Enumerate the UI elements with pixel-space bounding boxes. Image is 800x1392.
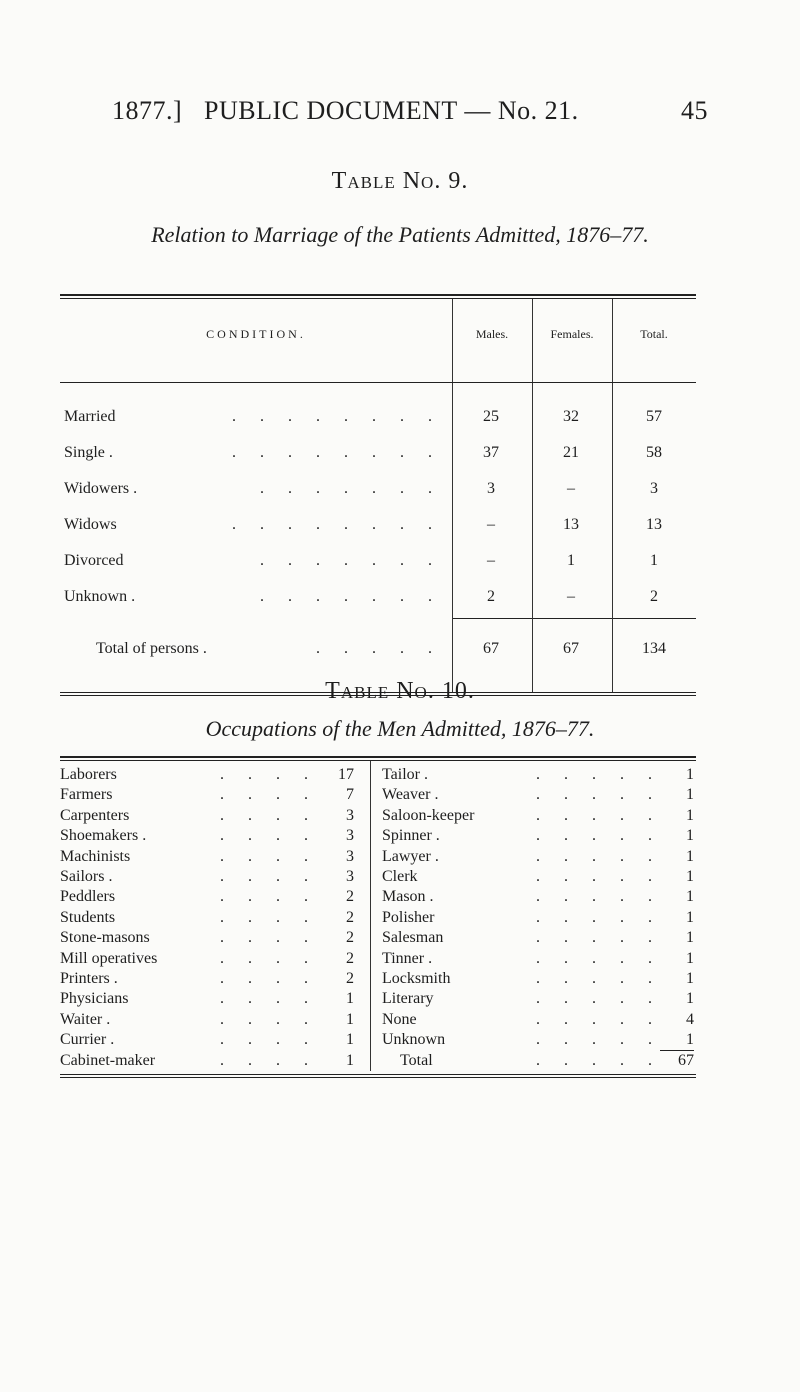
leader-dots: . . . . . (536, 888, 662, 906)
row-label: Unknown . (64, 588, 136, 605)
table-row (60, 866, 696, 887)
occupation-name: Mason . (382, 888, 434, 906)
males-cell: – (487, 516, 495, 533)
occupation-count: 1 (346, 990, 354, 1008)
occupation-count: 1 (686, 786, 694, 804)
occupation-count: 1 (686, 970, 694, 987)
page-number: 45 (681, 96, 708, 125)
occupation-name: Salesman (382, 929, 444, 947)
leader-dots: . . . . . (536, 1031, 662, 1049)
header-title: PUBLIC DOCUMENT — No. 21. (204, 96, 579, 125)
males-cell: 2 (487, 588, 495, 605)
occupation-name: Carpenters (60, 806, 130, 824)
occupation-count: 1 (686, 908, 694, 926)
occupation-name: Spinner . (382, 827, 440, 845)
table9-caption: Table No. 9. (331, 168, 469, 194)
occupation-count: 2 (346, 908, 354, 926)
males-total: 67 (483, 640, 499, 657)
males-cell: 37 (483, 444, 499, 461)
leader-dots: . . . . . (536, 868, 662, 885)
occupation-count: 4 (686, 1010, 694, 1028)
leader-dots: . . . . (220, 806, 318, 824)
males-cell: 25 (483, 408, 499, 425)
occupation-name: Literary (382, 990, 434, 1008)
table-row (60, 546, 696, 576)
occupation-name: Saloon-keeper (382, 806, 475, 824)
header-rule (60, 382, 696, 383)
occupation-name: Printers . (60, 970, 118, 987)
occupation-count: 1 (686, 949, 694, 967)
leader-dots: . . . . . . . . (232, 408, 442, 425)
top-rule-thin (60, 298, 696, 299)
occupation-name: Waiter . (60, 1010, 111, 1028)
occupation-name: Machinists (60, 847, 131, 865)
table-row (60, 784, 696, 805)
table-row (60, 805, 696, 826)
table-row (60, 886, 696, 907)
table-row (60, 402, 696, 432)
sum-rule (452, 618, 696, 619)
females-cell: 32 (563, 408, 579, 425)
leader-dots: . . . . (220, 1031, 318, 1049)
leader-dots: . . . . (220, 929, 318, 947)
females-cell: 1 (567, 552, 575, 569)
table-row (60, 510, 696, 540)
table-row (60, 474, 696, 504)
leader-dots: . . . . . (536, 908, 662, 926)
occupation-count: 3 (346, 806, 354, 824)
occupation-name: Tinner . (382, 949, 433, 967)
occupation-name: Currier . (60, 1031, 115, 1049)
row-label: Widows (64, 516, 117, 533)
leader-dots: . . . . . (536, 990, 662, 1008)
occupation-name: Locksmith (382, 970, 451, 987)
occupation-name: Students (60, 908, 116, 926)
leader-dots: . . . . . . . . (232, 516, 442, 533)
occupation-count: 7 (346, 786, 354, 804)
table10-subtitle: Occupations of the Men Admitted, 1876–77. (205, 716, 595, 741)
table-row (60, 948, 696, 969)
total-cell: 58 (646, 444, 662, 461)
total-cell: 3 (650, 480, 658, 497)
occupation-count: 1 (346, 1031, 354, 1049)
total-cell: 1 (650, 552, 658, 569)
row-label: Single . (64, 444, 113, 461)
occupation-name: Weaver . (382, 786, 439, 804)
grand-total: 134 (642, 640, 666, 657)
leader-dots: . . . . . . . . (232, 444, 442, 461)
occupation-count: 1 (686, 766, 694, 783)
occupation-count: 2 (346, 949, 354, 967)
table-row (60, 764, 696, 785)
table10-caption: Table No. 10. (325, 678, 475, 704)
table-row (60, 1050, 696, 1071)
leader-dots: . . . . (220, 888, 318, 906)
occupations-table (60, 756, 696, 1080)
total-label: Total (400, 1051, 433, 1069)
leader-dots: . . . . . (536, 766, 662, 783)
leader-dots: . . . . (220, 847, 318, 865)
leader-dots: . . . . (220, 970, 318, 987)
occupation-name: Cabinet-maker (60, 1051, 156, 1069)
row-label: Widowers . (64, 480, 138, 497)
males-cell: 3 (487, 480, 495, 497)
occupation-name: Stone-masons (60, 929, 150, 947)
occupation-name: None (382, 1010, 417, 1028)
table-row (60, 846, 696, 867)
leader-dots: . . . . (220, 1010, 318, 1028)
top-rule (60, 294, 696, 296)
table-row (60, 1009, 696, 1030)
table-row (60, 1029, 696, 1050)
leader-dots: . . . . (220, 868, 318, 885)
occupation-name: Polisher (382, 908, 435, 926)
leader-dots: . . . . . . . (260, 588, 442, 605)
occupation-count: 2 (346, 970, 354, 987)
leader-dots: . . . . . (316, 640, 442, 657)
occupation-name: Sailors . (60, 868, 113, 885)
occupation-count: 1 (346, 1010, 354, 1028)
occupation-count: 3 (346, 868, 354, 885)
table-row (60, 988, 696, 1009)
occupation-count: 1 (686, 806, 694, 824)
occupation-count: 1 (660, 1029, 694, 1051)
header-females: Females. (550, 327, 594, 341)
header-year: 1877.] (112, 96, 183, 125)
total-count: 67 (678, 1051, 694, 1069)
leader-dots: . . . . . . . (260, 480, 442, 497)
table-row (60, 968, 696, 989)
top-rule (60, 756, 696, 758)
bottom-rule (60, 1074, 696, 1075)
table-row (60, 907, 696, 928)
leader-dots: . . . . . . . (260, 552, 442, 569)
occupation-count: 17 (338, 766, 354, 783)
leader-dots: . . . . . (536, 786, 662, 804)
occupation-count: 3 (346, 847, 354, 865)
occupation-count: 3 (346, 827, 354, 845)
total-label: Total of persons . (96, 640, 207, 657)
table-row (60, 438, 696, 468)
occupation-name: Tailor . (382, 766, 428, 783)
header-males: Males. (475, 327, 509, 341)
leader-dots: . . . . (220, 786, 318, 804)
table9-subtitle: Relation to Marriage of the Patients Admitted, 1876–77. (151, 222, 649, 247)
occupation-name: Mill operatives (60, 949, 158, 967)
table-row (60, 582, 696, 612)
total-row (60, 634, 696, 664)
leader-dots: . . . . . (536, 949, 662, 967)
females-cell: – (567, 480, 575, 497)
occupation-count: 1 (346, 1051, 354, 1069)
occupation-count: 1 (686, 888, 694, 906)
leader-dots: . . . . . (536, 806, 662, 824)
top-rule-thin (60, 760, 696, 761)
leader-dots: . . . . . (536, 1010, 662, 1028)
females-cell: 21 (563, 444, 579, 461)
occupation-name: Physicians (60, 990, 129, 1008)
females-total: 67 (563, 640, 579, 657)
occupation-name: Laborers (60, 766, 117, 783)
header-condition: CONDITION. (206, 327, 306, 341)
occupation-name: Lawyer . (382, 847, 439, 865)
occupation-count: 1 (686, 847, 694, 865)
total-cell: 13 (646, 516, 662, 533)
leader-dots: . . . . . (536, 929, 662, 947)
table-row (60, 927, 696, 948)
leader-dots: . . . . (220, 827, 318, 845)
leader-dots: . . . . (220, 990, 318, 1008)
row-label: Married (64, 408, 116, 425)
occupation-count: 1 (686, 868, 694, 885)
occupation-name: Shoemakers . (60, 827, 147, 845)
leader-dots: . . . . (220, 766, 318, 783)
occupation-count: 1 (686, 929, 694, 947)
leader-dots: . . . . (220, 949, 318, 967)
occupation-name: Unknown (382, 1031, 446, 1049)
leader-dots: . . . . . (536, 970, 662, 987)
leader-dots: . . . . (220, 1051, 318, 1069)
table-row (60, 825, 696, 846)
occupation-count: 2 (346, 888, 354, 906)
header-total: Total. (640, 327, 668, 341)
bottom-rule-thin (60, 1077, 696, 1078)
leader-dots: . . . . . (536, 1051, 662, 1069)
occupation-name: Farmers (60, 786, 113, 804)
leader-dots: . . . . . (536, 827, 662, 845)
occupation-count: 2 (346, 929, 354, 947)
total-cell: 57 (646, 408, 662, 425)
females-cell: – (567, 588, 575, 605)
row-label: Divorced (64, 552, 124, 569)
females-cell: 13 (563, 516, 579, 533)
occupation-name: Clerk (382, 868, 418, 885)
leader-dots: . . . . (220, 908, 318, 926)
occupation-name: Peddlers (60, 888, 116, 906)
males-cell: – (487, 552, 495, 569)
occupation-count: 1 (686, 827, 694, 845)
occupation-count: 1 (686, 990, 694, 1008)
marriage-table (60, 294, 696, 620)
total-cell: 2 (650, 588, 658, 605)
leader-dots: . . . . . (536, 847, 662, 865)
